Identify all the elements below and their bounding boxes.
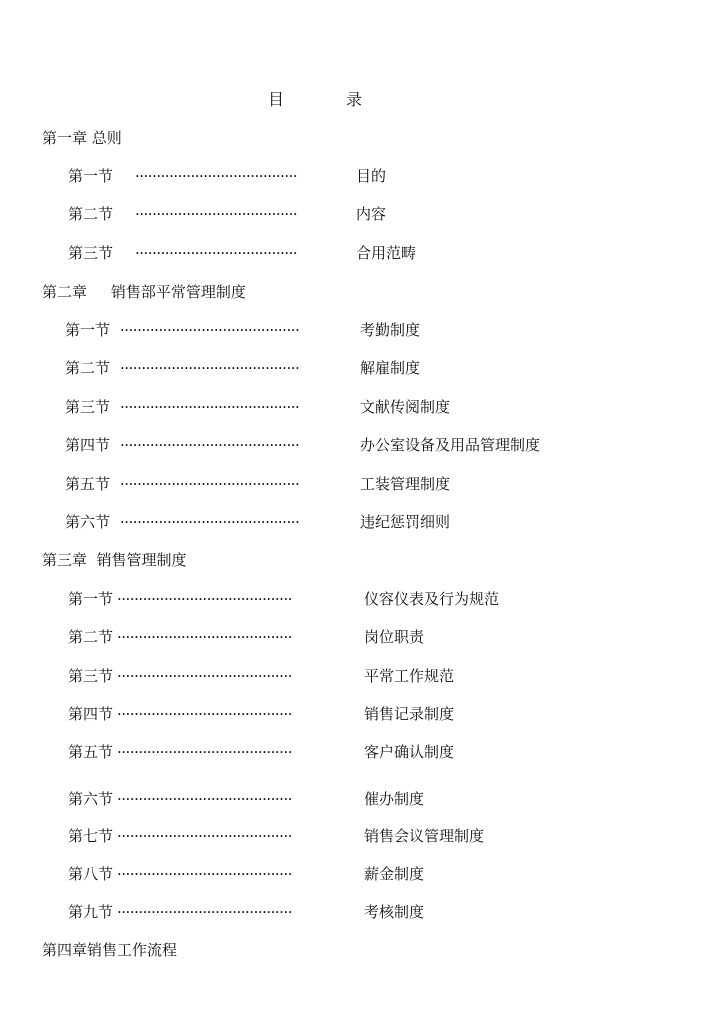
- section-label[interactable]: 第二节: [65, 359, 111, 377]
- section-label[interactable]: 第六节: [65, 513, 111, 531]
- leader-dots: ······································: [135, 167, 298, 185]
- section-name[interactable]: 违纪惩罚细则: [360, 513, 451, 531]
- section-label[interactable]: 第九节: [68, 903, 114, 921]
- section-name[interactable]: 办公室设备及用品管理制度: [360, 436, 541, 454]
- section-label[interactable]: 第四节: [68, 705, 114, 723]
- chapter-3-title[interactable]: 第三章 销售管理制度: [42, 551, 187, 569]
- section-name[interactable]: 客户确认制度: [364, 743, 455, 761]
- leader-dots: ·········································: [117, 628, 292, 646]
- section-name[interactable]: 催办制度: [364, 790, 425, 808]
- chapter-4-title[interactable]: 第四章销售工作流程: [42, 941, 178, 959]
- leader-dots: ·········································: [117, 827, 292, 845]
- section-label[interactable]: 第六节: [68, 790, 114, 808]
- leader-dots: ·········································: [117, 865, 292, 883]
- section-name[interactable]: 内容: [356, 205, 387, 223]
- leader-dots: ·········································: [117, 903, 292, 921]
- section-name[interactable]: 销售记录制度: [364, 705, 455, 723]
- section-name[interactable]: 解雇制度: [360, 359, 421, 377]
- section-name[interactable]: 目的: [356, 167, 387, 185]
- section-label[interactable]: 第三节: [68, 667, 114, 685]
- chapter-2-title[interactable]: 第二章 销售部平常管理制度: [42, 283, 246, 301]
- leader-dots: ······································: [135, 244, 298, 262]
- leader-dots: ·········································: [117, 705, 292, 723]
- leader-dots: ······································: [135, 205, 298, 223]
- section-label[interactable]: 第二节: [68, 205, 114, 223]
- section-label[interactable]: 第四节: [65, 436, 111, 454]
- section-label[interactable]: 第五节: [65, 475, 111, 493]
- section-label[interactable]: 第五节: [68, 743, 114, 761]
- section-name[interactable]: 平常工作规范: [364, 667, 455, 685]
- toc-title-char-2: 录: [346, 90, 363, 109]
- section-name[interactable]: 合用范畴: [356, 244, 417, 262]
- section-name[interactable]: 薪金制度: [364, 865, 425, 883]
- section-label[interactable]: 第一节: [68, 590, 114, 608]
- leader-dots: ··········································: [120, 513, 300, 531]
- leader-dots: ··········································: [120, 398, 300, 416]
- leader-dots: ··········································: [120, 436, 300, 454]
- toc-title-char-1: 目: [268, 90, 285, 109]
- section-label[interactable]: 第三节: [65, 398, 111, 416]
- leader-dots: ·········································: [117, 743, 292, 761]
- section-name[interactable]: 销售会议管理制度: [364, 827, 485, 845]
- section-label[interactable]: 第二节: [68, 628, 114, 646]
- leader-dots: ··········································: [120, 359, 300, 377]
- section-label[interactable]: 第八节: [68, 865, 114, 883]
- section-name[interactable]: 岗位职责: [364, 628, 425, 646]
- toc-title: [268, 90, 362, 110]
- section-name[interactable]: 仪容仪表及行为规范: [364, 590, 500, 608]
- section-label[interactable]: 第七节: [68, 827, 114, 845]
- leader-dots: ·········································: [117, 590, 292, 608]
- section-name[interactable]: 文献传阅制度: [360, 398, 451, 416]
- leader-dots: ·········································: [117, 790, 292, 808]
- leader-dots: ··········································: [120, 321, 300, 339]
- section-name[interactable]: 考勤制度: [360, 321, 421, 339]
- section-name[interactable]: 考核制度: [364, 903, 425, 921]
- chapter-1-title[interactable]: 第一章 总则: [42, 129, 122, 147]
- section-label[interactable]: 第三节: [68, 244, 114, 262]
- leader-dots: ··········································: [120, 475, 300, 493]
- section-label[interactable]: 第一节: [65, 321, 111, 339]
- section-name[interactable]: 工装管理制度: [360, 475, 451, 493]
- leader-dots: ·········································: [117, 667, 292, 685]
- section-label[interactable]: 第一节: [68, 167, 114, 185]
